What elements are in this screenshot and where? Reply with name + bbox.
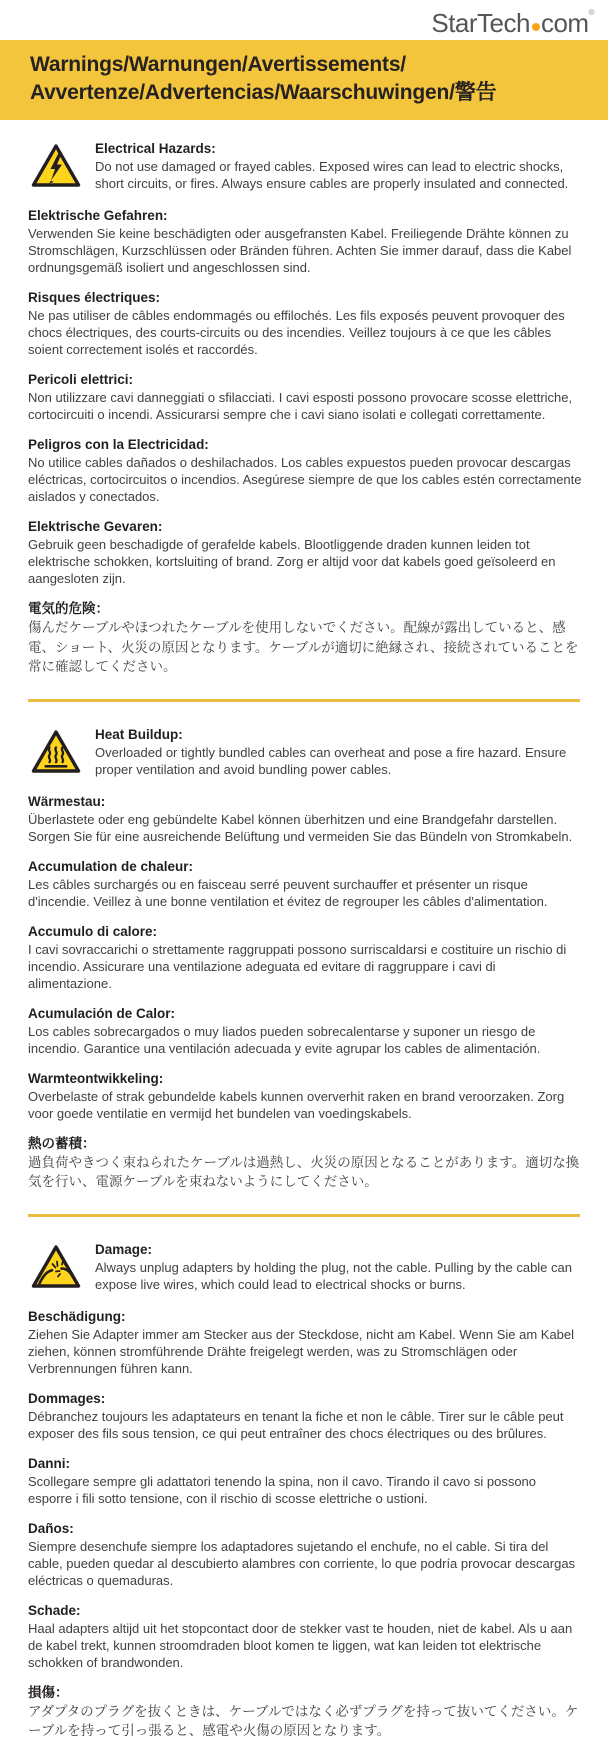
paragraph-body: I cavi sovraccarichi o strettamente raggruppati possono surriscaldarsi e costituire un rischio di incendio. Assicurare una ventilazione adeguata ed evitare di raggruppare i cavi di alimentazione. — [28, 941, 567, 991]
warning-paragraph-fr — [28, 1390, 582, 1442]
paragraph-heading: Daños: — [28, 1520, 74, 1536]
section-lead — [28, 1241, 582, 1295]
section-lead-body: Always unplug adapters by holding the plug, not the cable. Pulling by the cable can expose live wires, which could lead to electrical shocks or burns. — [95, 1259, 572, 1292]
startech-logo — [431, 8, 594, 39]
paragraph-heading: Dommages: — [28, 1390, 106, 1406]
electrical-hazard-icon — [28, 140, 84, 194]
warning-paragraph-nl — [28, 1070, 582, 1122]
paragraph-body: 過負荷やきつく束ねられたケーブルは過熱し、火災の原因となることがあります。適切な換気を行い、電源ケーブルを束ねないようにしてください。 — [28, 1154, 580, 1189]
warnings-content — [0, 120, 608, 1764]
paragraph-heading: 損傷： — [28, 1684, 69, 1700]
paragraph-heading: Peligros con la Electricidad: — [28, 437, 209, 452]
warning-paragraph-fr — [28, 289, 582, 358]
paragraph-body: Scollegare sempre gli adattatori tenendo la spina, non il cavo. Tirando il cavo si possono esporre i fili sotto tensione, con il rischio di scosse elettriche o ustioni. — [28, 1473, 537, 1506]
section-translations — [28, 207, 582, 677]
section-title: Heat Buildup: — [95, 726, 183, 742]
paragraph-body: Siempre desenchufe siempre los adaptadores sujetando el enchufe, no el cable. Si tira del cable, pueden quedar al descubierto alambres con corriente, lo que podría provocar descargas eléctricas o quemaduras. — [28, 1538, 576, 1588]
section-lead — [28, 140, 582, 194]
logo-text-star: StarTech — [431, 8, 530, 38]
paragraph-heading: Accumulation de chaleur: — [28, 858, 194, 874]
paragraph-body: Haal adapters altijd uit het stopcontact door de stekker vast te houden, niet de kabel. Als u aan de kabel trekt, kunnen stroomdraden bloot komen te liggen, wat kan leiden tot elektrische schokken of brandwonden. — [28, 1620, 573, 1670]
damaged-cable-icon — [28, 1241, 84, 1295]
paragraph-heading: Risques électriques: — [28, 290, 161, 305]
paragraph-body: Verwenden Sie keine beschädigten oder ausgefransten Kabel. Freiliegende Drähte können zu Stromschlägen, Kurzschlüssen oder Bränden führen. Achten Sie immer darauf, dass die Kabel ordnungsgemäß isoliert und angeschlossen sind. — [28, 226, 572, 275]
section-electrical-hazards — [28, 140, 582, 677]
banner-title-line1: Warnings/Warnungen/Avertissements/ — [30, 53, 406, 76]
warning-paragraph-de — [28, 207, 582, 276]
document-header — [0, 0, 608, 40]
section-translations — [28, 1308, 582, 1741]
paragraph-heading: Warmteontwikkeling: — [28, 1070, 164, 1086]
warning-paragraph-it — [28, 1455, 582, 1507]
paragraph-body: 傷んだケーブルやほつれたケーブルを使用しないでください。配線が露出していると、感電、ショート、火災の原因となります。ケーブルが適切に絶縁され、接続されていることを常に確認してください。 — [28, 620, 579, 674]
paragraph-body: アダプタのプラグを抜くときは、ケーブルではなく必ずプラグを持って抜いてください。ケーブルを持って引っ張ると、感電や火傷の原因となります。 — [28, 1703, 579, 1738]
paragraph-heading: Accumulo di calore: — [28, 923, 158, 939]
section-heat-buildup — [28, 726, 582, 1192]
heat-icon — [28, 726, 84, 780]
paragraph-body: Los cables sobrecargados o muy liados pueden sobrecalentarse y suponer un riesgo de incendio. Garantice una ventilación adecuada y evite agrupar los cables de alimentación. — [28, 1023, 541, 1056]
paragraph-heading: Acumulación de Calor: — [28, 1005, 176, 1021]
warning-paragraph-fr — [28, 858, 582, 910]
section-lead — [28, 726, 582, 780]
warning-paragraph-es — [28, 1520, 582, 1589]
warning-paragraph-es — [28, 436, 582, 505]
paragraph-heading: Elektrische Gefahren: — [28, 208, 168, 223]
section-damage — [28, 1241, 582, 1741]
warning-paragraph-ja — [28, 600, 582, 677]
title-banner — [0, 40, 608, 120]
section-lead-body: Do not use damaged or frayed cables. Exposed wires can lead to electric shocks, short circuits, or fires. Always ensure cables are properly insulated and connected. — [95, 159, 569, 191]
banner-title-line2: Avvertenze/Advertencias/Waarschuwingen/警告 — [30, 81, 497, 104]
paragraph-body: Überlastete oder eng gebündelte Kabel können überhitzen und eine Brandgefahr darstellen. Sorgen Sie für eine ausreichende Belüftung und vermeiden Sie das Bündeln von Stromkabeln. — [28, 811, 573, 844]
paragraph-heading: Pericoli elettrici: — [28, 372, 134, 387]
logo-text-com: com — [540, 8, 589, 38]
paragraph-heading: Danni: — [28, 1455, 70, 1471]
paragraph-body: Débranchez toujours les adaptateurs en tenant la fiche et non le câble. Tirer sur le câble peut exposer des fils sous tension, ce qui peut entraîner des chocs électriques ou des brûlures. — [28, 1408, 564, 1441]
section-translations — [28, 793, 582, 1192]
paragraph-heading: Schade: — [28, 1602, 81, 1618]
warning-paragraph-it — [28, 371, 582, 423]
paragraph-body: Non utilizzare cavi danneggiati o sfilacciati. I cavi esposti possono provocare scosse elettriche, cortocircuiti o incendi. Assicurarsi sempre che i cavi siano isolati e collegati correttamente. — [28, 390, 573, 422]
paragraph-body: Gebruik geen beschadigde of gerafelde kabels. Blootliggende draden kunnen leiden tot elektrische schokken, kortsluiting of brand. Zorg er altijd voor dat kabels goed geïsoleerd en aangesloten zijn. — [28, 537, 556, 586]
warning-paragraph-it — [28, 923, 582, 992]
section-divider — [28, 1214, 580, 1217]
section-title: Electrical Hazards: — [95, 141, 216, 156]
warning-paragraph-de — [28, 1308, 582, 1377]
paragraph-heading: 電気的危険： — [28, 601, 109, 616]
paragraph-body: Overbelaste of strak gebundelde kabels kunnen oververhit raken en brand veroorzaken. Zorg voor goede ventilatie en vermijd het bundelen van voedingskabels. — [28, 1088, 565, 1121]
paragraph-heading: Wärmestau: — [28, 793, 106, 809]
paragraph-heading: 熱の蓄積： — [28, 1135, 96, 1151]
paragraph-body: Les câbles surchargés ou en faisceau serré peuvent surchauffer et présenter un risque d'incendie. Veillez à une bonne ventilation et évitez de regrouper les câbles d'alimentation. — [28, 876, 548, 909]
logo-dot-icon — [532, 23, 540, 31]
paragraph-body: Ziehen Sie Adapter immer am Stecker aus der Steckdose, nicht am Kabel. Wenn Sie am Kabel ziehen, können stromführende Drähte freigelegt werden, was zu Stromschlägen oder Verbrennungen führen kann. — [28, 1326, 575, 1376]
paragraph-heading: Elektrische Gevaren: — [28, 519, 163, 534]
section-lead-body: Overloaded or tightly bundled cables can overheat and pose a fire hazard. Ensure proper ventilation and avoid bundling power cables. — [95, 744, 567, 777]
logo-trademark: ® — [588, 8, 594, 17]
section-divider — [28, 699, 580, 702]
warning-paragraph-ja — [28, 1684, 582, 1741]
warning-paragraph-nl — [28, 1602, 582, 1671]
section-title: Damage: — [95, 1241, 153, 1257]
paragraph-heading: Beschädigung: — [28, 1308, 126, 1324]
paragraph-body: Ne pas utiliser de câbles endommagés ou effilochés. Les fils exposés peuvent provoquer des chocs électriques, des courts-circuits ou des incendies. Veillez toujours à ce que les câbles soient correctement isolés et raccordés. — [28, 308, 565, 357]
warning-paragraph-nl — [28, 518, 582, 587]
paragraph-body: No utilice cables dañados o deshilachados. Los cables expuestos pueden provocar descargas eléctricas, cortocircuitos o incendios. Asegúrese siempre de que los cables estén correctamente aislados y conectados. — [28, 455, 582, 504]
warning-paragraph-de — [28, 793, 582, 845]
warning-paragraph-es — [28, 1005, 582, 1057]
warning-paragraph-ja — [28, 1135, 582, 1192]
